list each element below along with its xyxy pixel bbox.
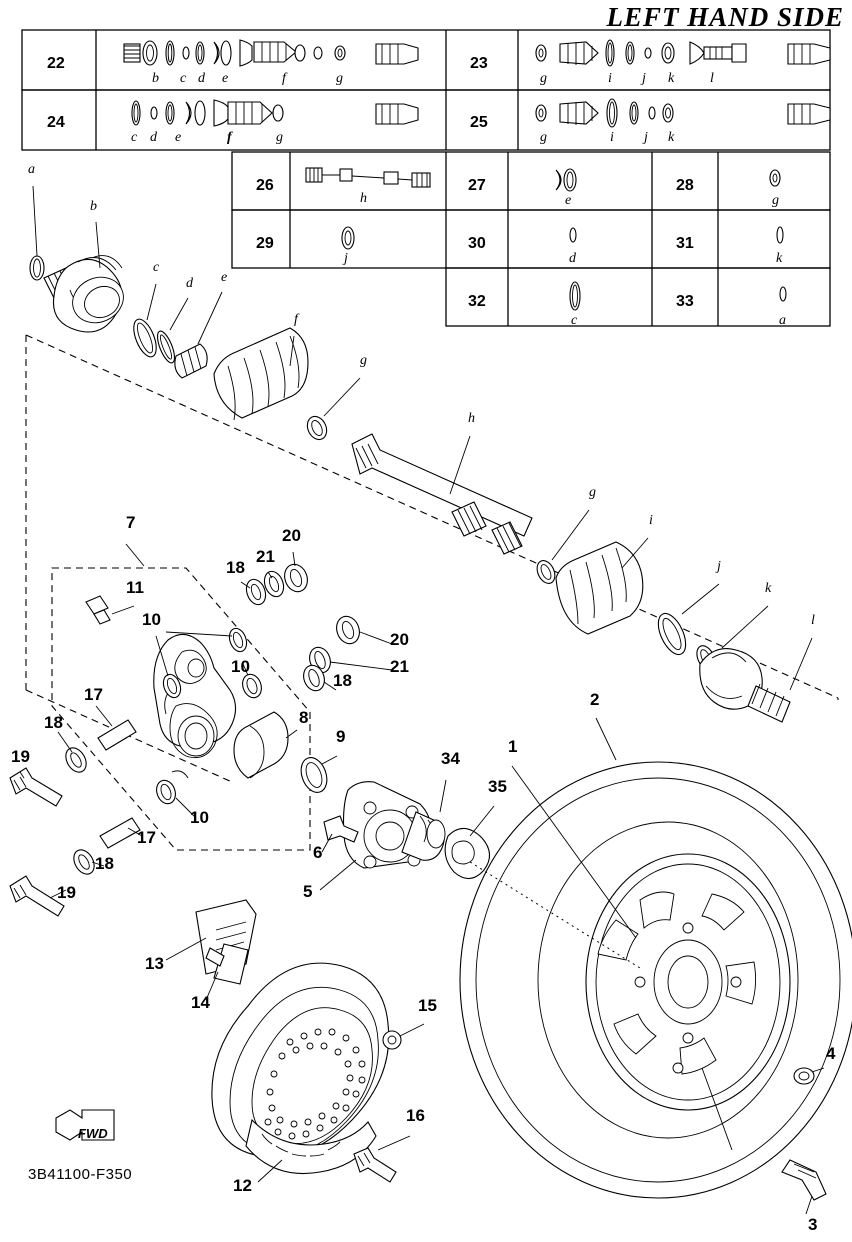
kit-23-letter-g: g: [540, 71, 547, 86]
part-code-label: 3B41100-F350: [28, 1166, 133, 1183]
kit-ref-23: 23: [470, 55, 488, 72]
callout-letter-f: f: [294, 312, 298, 327]
callout-numbers: [11, 513, 836, 1234]
kit-22-letter-e: e: [222, 71, 229, 86]
callout-letter-a: a: [28, 162, 35, 177]
kit-23-letter-k: k: [668, 71, 675, 86]
callout-16: 16: [406, 1106, 425, 1125]
callout-20-a: 20: [282, 526, 301, 545]
callout-18-d: 18: [95, 854, 114, 873]
callout-8: 8: [299, 708, 309, 727]
kit-31-letter-k: k: [776, 251, 783, 266]
callout-10-c: 10: [190, 808, 209, 827]
callout-1: 1: [508, 737, 518, 756]
kit-ref-27: 27: [468, 177, 486, 194]
callout-letter-l: l: [811, 613, 815, 628]
callout-letter-g1: g: [360, 353, 367, 368]
callout-34: 34: [441, 749, 460, 768]
callout-10-b: 10: [231, 657, 250, 676]
callout-letter-b: b: [90, 199, 97, 214]
kit-23-letter-l: l: [710, 71, 714, 86]
callout-letter-h: h: [468, 411, 475, 426]
callout-4: 4: [826, 1044, 836, 1063]
callout-6: 6: [313, 843, 323, 862]
kit-28-letter-g: g: [772, 193, 779, 208]
kit-22-letter-d: d: [198, 71, 205, 86]
kit-ref-22: 22: [47, 55, 65, 72]
kit-22-letter-b: b: [152, 71, 159, 86]
kit-ref-25: 25: [470, 114, 488, 131]
kit-24-letter-g: g: [276, 130, 283, 145]
kit-24-letter-e: e: [175, 130, 182, 145]
callout-19-a: 19: [11, 747, 30, 766]
kit-22-letter-f: f: [282, 71, 286, 86]
callout-15: 15: [418, 996, 437, 1015]
kit-ref-31: 31: [676, 235, 694, 252]
kit-32-letter-c: c: [571, 313, 578, 328]
callout-7: 7: [126, 513, 136, 532]
callout-18-b: 18: [226, 558, 245, 577]
callout-10-a: 10: [142, 610, 161, 629]
callout-letter-i: i: [649, 513, 653, 528]
callout-letter-e: e: [221, 270, 228, 285]
callout-19-b: 19: [57, 883, 76, 902]
page-title: LEFT HAND SIDE: [606, 2, 844, 32]
callout-18-a: 18: [44, 713, 63, 732]
kit-23-letter-i: i: [608, 71, 612, 86]
kit-29-letter-j: j: [344, 251, 348, 266]
callout-letters: [28, 162, 815, 628]
callout-14: 14: [191, 993, 210, 1012]
kit-26-letter-h: h: [360, 191, 367, 206]
callout-letter-g2: g: [589, 485, 596, 500]
callout-11: 11: [126, 578, 144, 597]
fwd-label: FWD: [78, 1126, 108, 1141]
callout-17-a: 17: [84, 685, 103, 704]
kit-25-letter-k: k: [668, 130, 675, 145]
kit-33-letter-a: a: [779, 313, 786, 328]
callout-letter-k: k: [765, 581, 772, 596]
callout-9: 9: [336, 727, 346, 746]
kit-22-letter-g: g: [336, 71, 343, 86]
kit-30-letter-d: d: [569, 251, 576, 266]
kit-25-letter-i: i: [610, 130, 614, 145]
kit-25-letter-g: g: [540, 130, 547, 145]
callout-21-a: 21: [256, 547, 275, 566]
kit-24-letter-d: d: [150, 130, 157, 145]
callout-5: 5: [303, 882, 313, 901]
kit-22-letter-c: c: [180, 71, 187, 86]
callout-18-c: 18: [333, 671, 352, 690]
kit-23-letter-j: j: [642, 71, 646, 86]
kit-27-letter-e: e: [565, 193, 572, 208]
kit-ref-33: 33: [676, 293, 694, 310]
kit-ref-24: 24: [47, 114, 65, 131]
callout-letter-j: j: [717, 559, 721, 574]
callout-letter-d: d: [186, 276, 193, 291]
kit-ref-32: 32: [468, 293, 486, 310]
kit-24-letter-f: f: [227, 130, 232, 145]
callout-2: 2: [590, 690, 600, 709]
callout-13: 13: [145, 954, 164, 973]
kit-24-letter-c: c: [131, 130, 138, 145]
kit-ref-28: 28: [676, 177, 694, 194]
callout-20-b: 20: [390, 630, 409, 649]
kit-ref-26: 26: [256, 177, 274, 194]
kit-ref-30: 30: [468, 235, 486, 252]
callout-12: 12: [233, 1176, 252, 1195]
callout-3: 3: [808, 1215, 818, 1234]
callout-letter-c: c: [153, 260, 160, 275]
kit-ref-29: 29: [256, 235, 274, 252]
kit-25-letter-j: j: [644, 130, 648, 145]
callout-17-b: 17: [137, 828, 156, 847]
callout-35: 35: [488, 777, 507, 796]
callout-21-b: 21: [390, 657, 409, 676]
